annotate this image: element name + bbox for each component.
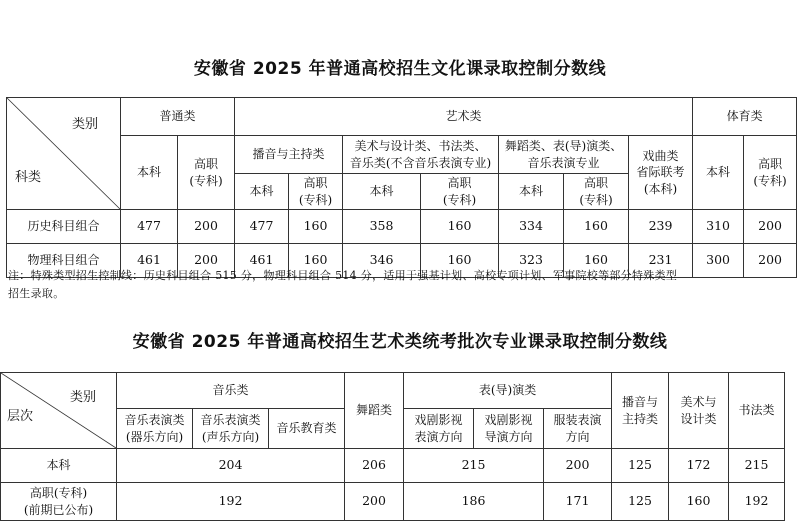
value-cell-drama: 186 <box>404 483 544 521</box>
header-putong: 普通类 <box>121 98 235 136</box>
header-boyin-line2: 主持类 <box>622 411 659 426</box>
tiyu-gaozhi <box>744 136 797 210</box>
putong-gaozhi-line1: 高职 <box>194 157 219 172</box>
footnote <box>8 267 798 303</box>
value-cell: 160 <box>289 244 343 278</box>
sub-qiyue-line1: 音乐表演类 <box>124 413 185 428</box>
wudao-gaozhi-line1: 高职 <box>584 176 609 191</box>
value-cell-fashion: 171 <box>544 483 612 521</box>
header-yinyue: 音乐类 <box>117 373 345 409</box>
subheader-xiqu <box>629 136 693 210</box>
sub-xiju-biaoyan-line1: 戏剧影视 <box>414 413 463 428</box>
row-label-physics: 物理科目组合 <box>7 244 121 278</box>
cultural-score-table <box>6 97 797 278</box>
value-cell-art: 160 <box>669 483 729 521</box>
meishu-gaozhi-line1: 高职 <box>447 176 472 191</box>
putong-benke: 本科 <box>121 136 178 210</box>
table2-title: 安徽省 2025 年普通高校招生艺术类统考批次专业课录取控制分数线 <box>132 332 668 352</box>
subheader-xiqu-line2: 省际联考 <box>636 165 685 180</box>
value-cell-broadcast: 125 <box>612 449 669 483</box>
wudao-benke: 本科 <box>499 174 564 210</box>
value-cell-dance: 200 <box>345 483 404 521</box>
table2-corner-cell <box>1 373 117 449</box>
sub-qiyue <box>117 409 193 449</box>
value-cell: 477 <box>121 210 178 244</box>
header-wudao: 舞蹈类 <box>345 373 404 449</box>
value-cell-broadcast: 125 <box>612 483 669 521</box>
boyin-gaozhi-line1: 高职 <box>303 176 328 191</box>
meishu-benke: 本科 <box>343 174 421 210</box>
value-cell: 477 <box>235 210 289 244</box>
value-cell-calligraphy: 192 <box>729 483 785 521</box>
sub-fuzhuang <box>544 409 612 449</box>
art-score-table <box>0 372 785 521</box>
subheader-wudao-line2: 音乐表演专业 <box>527 155 600 170</box>
row-label-gaozhi-line1: 高职(专科) <box>29 486 88 501</box>
header-biaoyan: 表(导)演类 <box>404 373 612 409</box>
subheader-meishu <box>343 136 499 174</box>
value-cell: 160 <box>421 244 499 278</box>
value-cell: 200 <box>178 244 235 278</box>
table1-title: 安徽省 2025 年普通高校招生文化课录取控制分数线 <box>193 59 607 79</box>
row-label-history: 历史科目组合 <box>7 210 121 244</box>
value-cell: 461 <box>235 244 289 278</box>
table-row <box>7 210 797 244</box>
value-cell: 160 <box>421 210 499 244</box>
sub-xiju-biaoyan <box>404 409 474 449</box>
row-label-gaozhi <box>1 483 117 521</box>
header-meishu <box>669 373 729 449</box>
subheader-meishu-line1: 美术与设计类、书法类、 <box>354 139 487 154</box>
subheader-xiqu-line3: (本科) <box>643 181 678 196</box>
table1-corner-cell <box>7 98 121 210</box>
sub-shengyue <box>193 409 269 449</box>
header-yishu: 艺术类 <box>235 98 693 136</box>
row-label-gaozhi-line2: (前期已公布) <box>23 502 94 517</box>
tiyu-benke: 本科 <box>693 136 744 210</box>
value-cell: 200 <box>178 210 235 244</box>
putong-gaozhi-line2: (专科) <box>189 173 223 188</box>
sub-xiju-biaoyan-line2: 表演方向 <box>414 429 463 444</box>
value-cell: 461 <box>121 244 178 278</box>
row-label-benke: 本科 <box>1 449 117 483</box>
tiyu-gaozhi-line2: (专科) <box>753 173 787 188</box>
value-cell: 334 <box>499 210 564 244</box>
value-cell-dance: 206 <box>345 449 404 483</box>
meishu-gaozhi-line2: (专科) <box>442 192 477 207</box>
table1-corner-category-label: 类别 <box>71 117 98 132</box>
wudao-gaozhi-line2: (专科) <box>579 192 613 207</box>
subheader-xiqu-line1: 戏曲类 <box>642 149 679 164</box>
sub-qiyue-line2: (器乐方向) <box>125 429 184 444</box>
subheader-meishu-line2: 音乐类(不含音乐表演专业) <box>349 155 492 170</box>
sub-xiju-daoyan-line2: 导演方向 <box>484 429 533 444</box>
value-cell-music: 204 <box>117 449 345 483</box>
value-cell-calligraphy: 215 <box>729 449 785 483</box>
wudao-gaozhi <box>564 174 629 210</box>
meishu-gaozhi <box>421 174 499 210</box>
table-row <box>1 483 785 521</box>
value-cell-drama: 215 <box>404 449 544 483</box>
header-shufa: 书法类 <box>729 373 785 449</box>
value-cell: 160 <box>564 210 629 244</box>
header-boyin-line1: 播音与 <box>622 395 659 410</box>
value-cell: 231 <box>629 244 693 278</box>
value-cell: 200 <box>744 244 797 278</box>
boyin-gaozhi-line2: (专科) <box>298 192 333 207</box>
sub-shengyue-line2: (声乐方向) <box>201 429 260 444</box>
sub-shengyue-line1: 音乐表演类 <box>200 413 261 428</box>
boyin-benke: 本科 <box>235 174 289 210</box>
boyin-gaozhi <box>289 174 343 210</box>
value-cell: 160 <box>564 244 629 278</box>
header-meishu-line2: 设计类 <box>680 411 717 426</box>
sub-fuzhuang-line1: 服装表演 <box>553 413 602 428</box>
sub-fuzhuang-line2: 方向 <box>565 429 590 444</box>
table-row <box>1 449 785 483</box>
value-cell: 310 <box>693 210 744 244</box>
subheader-wudao-line1: 舞蹈类、表(导)演类、 <box>504 139 623 154</box>
value-cell: 358 <box>343 210 421 244</box>
table1-corner-subject-label: 科类 <box>15 170 42 186</box>
header-boyin <box>612 373 669 449</box>
table2-corner-category-label: 类别 <box>69 390 96 405</box>
value-cell-fashion: 200 <box>544 449 612 483</box>
sub-jiaoyu: 音乐教育类 <box>269 409 345 449</box>
table2-corner-level-label: 层次 <box>7 409 34 425</box>
value-cell-art: 172 <box>669 449 729 483</box>
header-tiyu: 体育类 <box>693 98 797 136</box>
footnote-line1: 注：特殊类型招生控制线：历史科目组合 515 分，物理科目组合 514 分，适用于强基计划、高校专项计划、军事院校等部分特殊类型 <box>8 269 678 282</box>
subheader-boyin: 播音与主持类 <box>235 136 343 174</box>
value-cell: 346 <box>343 244 421 278</box>
subheader-wudao <box>499 136 629 174</box>
value-cell: 160 <box>289 210 343 244</box>
value-cell-music: 192 <box>117 483 345 521</box>
tiyu-gaozhi-line1: 高职 <box>758 157 783 172</box>
sub-xiju-daoyan <box>474 409 544 449</box>
header-meishu-line1: 美术与 <box>680 395 717 410</box>
value-cell: 239 <box>629 210 693 244</box>
value-cell: 200 <box>744 210 797 244</box>
value-cell: 300 <box>693 244 744 278</box>
footnote-line2: 招生录取。 <box>8 287 65 300</box>
putong-gaozhi <box>178 136 235 210</box>
value-cell: 323 <box>499 244 564 278</box>
sub-xiju-daoyan-line1: 戏剧影视 <box>484 413 533 428</box>
